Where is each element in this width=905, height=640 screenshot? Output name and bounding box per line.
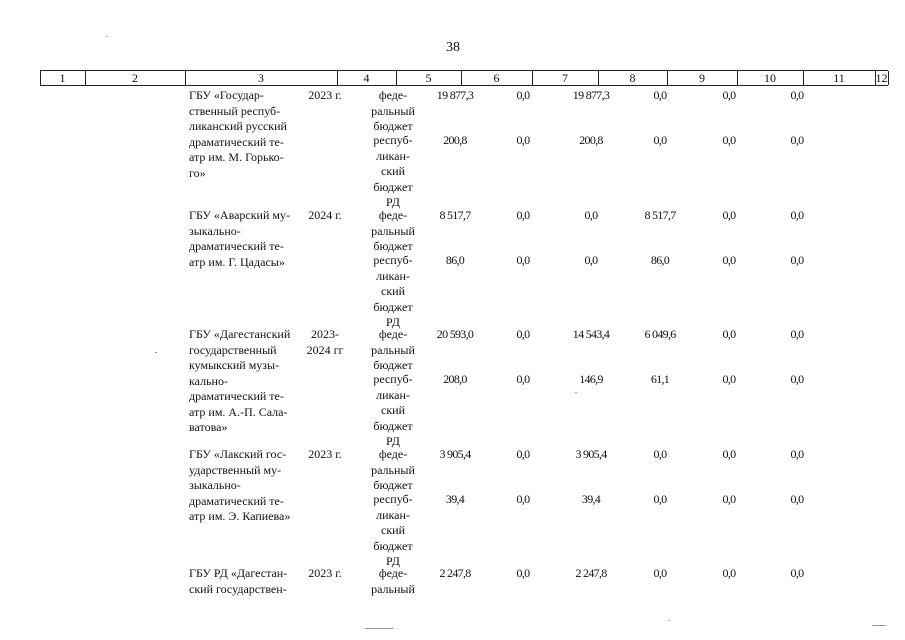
value-c8: 146,9 [579,372,603,386]
value-c10: 0,0 [722,133,736,147]
value-c6: 86,0 [445,253,465,267]
value-c11: 0,0 [790,88,804,102]
value-c8: 200,8 [579,133,603,147]
value-c8: 14 543,4 [572,327,610,341]
value-c7: 0,0 [516,447,530,461]
scan-speck [668,620,670,621]
value-c11: 0,0 [790,566,804,580]
value-c8: 19 877,3 [572,88,610,102]
column-header: 12 [875,71,888,85]
value-c11: 0,0 [790,253,804,267]
table-header-row [40,70,888,86]
value-c7: 0,0 [516,327,530,341]
funding-source: респуб- ликан- ский бюджет РД [373,492,413,568]
value-c8: 0,0 [584,208,598,222]
value-c10: 0,0 [722,253,736,267]
value-c7: 0,0 [516,372,530,386]
column-header: 4 [363,71,370,85]
column-header: 6 [493,71,500,85]
funding-source: феде- ральный бюджет [371,327,415,372]
column-header: 9 [699,71,705,85]
value-c7: 0,0 [516,208,530,222]
value-c11: 0,0 [790,492,804,506]
year-cell: 2023 г. [308,566,342,580]
column-header: 5 [425,71,432,85]
column-header: 11 [833,71,845,85]
organization-name: ГБУ «Аварский му- зыкально- драматический те- атр им. Г. Цадасы» [189,208,290,269]
value-c10: 0,0 [722,492,736,506]
value-c9: 0,0 [653,133,667,147]
column-header: 2 [132,71,138,85]
value-c9: 86,0 [650,253,670,267]
value-c7: 0,0 [516,492,530,506]
page-number: 38 [446,40,460,55]
value-c11: 0,0 [790,133,804,147]
funding-source: феде- ральный бюджет [371,208,415,253]
value-c6: 8 517,7 [439,208,471,222]
value-c6: 39,4 [445,492,465,506]
column-header: 3 [258,71,264,85]
organization-name: ГБУ «Государ- ственный респуб- ликанский русский драматический те- атр им. М. Горько- го» [189,88,287,180]
value-c11: 0,0 [790,208,804,222]
scan-speck [575,392,577,393]
column-header: 1 [59,71,66,85]
funding-source: феде- ральный бюджет [371,447,415,492]
value-c7: 0,0 [516,566,530,580]
column-divider [888,71,889,85]
value-c7: 0,0 [516,88,530,102]
funding-source: респуб- ликан- ский бюджет РД [373,133,413,209]
funding-source: феде- ральный бюджет [371,88,415,133]
value-c6: 3 905,4 [439,447,471,461]
value-c10: 0,0 [722,566,736,580]
funding-source: феде- ральный [371,566,415,596]
scan-speck [872,625,886,626]
column-header: 10 [764,71,776,85]
value-c10: 0,0 [722,208,736,222]
value-c10: 0,0 [722,372,736,386]
column-header: 8 [629,71,636,85]
scan-speck [106,36,108,37]
value-c6: 20 593,0 [436,327,474,341]
scan-speck [155,352,157,353]
value-c6: 2 247,8 [439,566,471,580]
organization-name: ГБУ РД «Дагестан- ский государствен- [189,566,288,596]
value-c10: 0,0 [722,447,736,461]
value-c9: 0,0 [653,88,667,102]
value-c9: 61,1 [650,372,670,386]
scan-speck [365,628,393,629]
organization-name: ГБУ «Лакский гос- ударственный му- зыкально- драматический те- атр им. Э. Капиева» [189,447,291,523]
column-header: 7 [562,71,568,85]
value-c6: 208,0 [443,372,467,386]
value-c7: 0,0 [516,253,530,267]
year-cell: 2023 г. [308,88,342,102]
value-c9: 8 517,7 [644,208,676,222]
value-c6: 19 877,3 [436,88,474,102]
year-cell: 2023 г. [308,447,342,461]
value-c9: 0,0 [653,492,667,506]
value-c7: 0,0 [516,133,530,147]
value-c10: 0,0 [722,88,736,102]
year-cell: 2024 г. [308,208,342,222]
funding-source: респуб- ликан- ский бюджет РД [373,372,413,448]
value-c8: 39,4 [581,492,601,506]
value-c9: 6 049,6 [644,327,676,341]
value-c8: 3 905,4 [575,447,607,461]
funding-source: респуб- ликан- ский бюджет РД [373,253,413,329]
value-c10: 0,0 [722,327,736,341]
value-c9: 0,0 [653,447,667,461]
year-cell: 2023- 2024 гг [306,327,344,357]
value-c8: 2 247,8 [575,566,607,580]
value-c8: 0,0 [584,253,598,267]
value-c11: 0,0 [790,447,804,461]
value-c11: 0,0 [790,372,804,386]
value-c9: 0,0 [653,566,667,580]
value-c11: 0,0 [790,327,804,341]
organization-name: ГБУ «Дагестанский государственный кумыкский музы- кально- драматический те- атр им. А.-П. Сала- ватова» [189,327,291,434]
value-c6: 200,8 [443,133,467,147]
